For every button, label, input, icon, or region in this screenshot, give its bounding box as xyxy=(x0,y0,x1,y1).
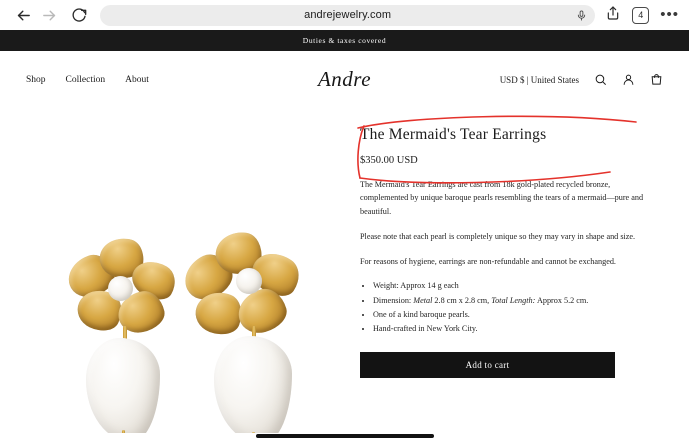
microphone-icon[interactable] xyxy=(576,8,587,28)
add-to-cart-button[interactable]: Add to cart xyxy=(360,352,615,378)
spec-weight: • Weight: Approx 14 g each xyxy=(373,279,660,293)
product-price: $350.00 USD xyxy=(360,155,418,166)
announcement-bar xyxy=(0,30,689,51)
browser-actions xyxy=(603,5,679,26)
nav-item-collection[interactable]: Collection xyxy=(65,74,106,85)
nav-item-about[interactable]: About xyxy=(125,74,149,85)
page-title: The Mermaid's Tear Earrings xyxy=(360,126,547,143)
spec-dimension-total-value: Approx 5.2 cm. xyxy=(535,295,589,305)
spec-origin: • Hand-crafted in New York City. xyxy=(373,322,660,336)
share-icon[interactable] xyxy=(605,5,621,26)
reload-icon[interactable] xyxy=(66,2,92,28)
earring-right xyxy=(180,226,320,433)
spec-dimension-total-label: Total Length: xyxy=(491,295,536,305)
spec-dimension-metal-value: 2.8 cm x 2.8 cm, xyxy=(432,295,492,305)
baroque-pearl xyxy=(86,338,160,433)
product-details xyxy=(360,108,660,378)
baroque-pearl xyxy=(214,336,292,433)
back-arrow-icon[interactable] xyxy=(10,2,36,28)
round-pearl xyxy=(236,268,262,294)
spec-dimension xyxy=(373,294,660,308)
description-paragraph: The Mermaid's Tear Earrings are cast from 18k gold-plated recycled bronze, complemented by unique baroque pearls resembling the tears of a mermaid—pure and beautiful. xyxy=(360,180,644,216)
spec-dimension-prefix: Dimension: xyxy=(373,295,414,305)
description-paragraph: For reasons of hygiene, earrings are non-refundable and cannot be exchanged. xyxy=(360,257,616,267)
browser-toolbar xyxy=(0,0,689,30)
product-description xyxy=(360,178,660,268)
site-header xyxy=(0,51,689,108)
product-image[interactable] xyxy=(0,108,345,433)
forward-arrow-icon[interactable] xyxy=(36,2,62,28)
nav-item-shop[interactable]: Shop xyxy=(26,74,46,85)
product-specs xyxy=(360,279,660,335)
more-options-icon[interactable]: ••• xyxy=(660,6,679,23)
earring-left xyxy=(62,230,192,433)
tab-count-button[interactable]: 4 xyxy=(632,7,649,24)
url-text: andrejewelry.com xyxy=(304,8,392,21)
address-bar[interactable] xyxy=(100,5,595,26)
announcement-text: Duties & taxes covered xyxy=(302,36,387,45)
round-pearl xyxy=(108,276,133,301)
home-indicator xyxy=(256,434,434,438)
spec-pearls: • One of a kind baroque pearls. xyxy=(373,308,660,322)
spec-dimension-metal-label: Metal xyxy=(413,295,433,305)
description-paragraph: Please note that each pearl is completely unique so they may vary in shape and size. xyxy=(360,231,636,241)
brand-logo[interactable]: Andre xyxy=(317,67,372,91)
currency-selector[interactable]: USD $ | United States xyxy=(499,74,579,85)
